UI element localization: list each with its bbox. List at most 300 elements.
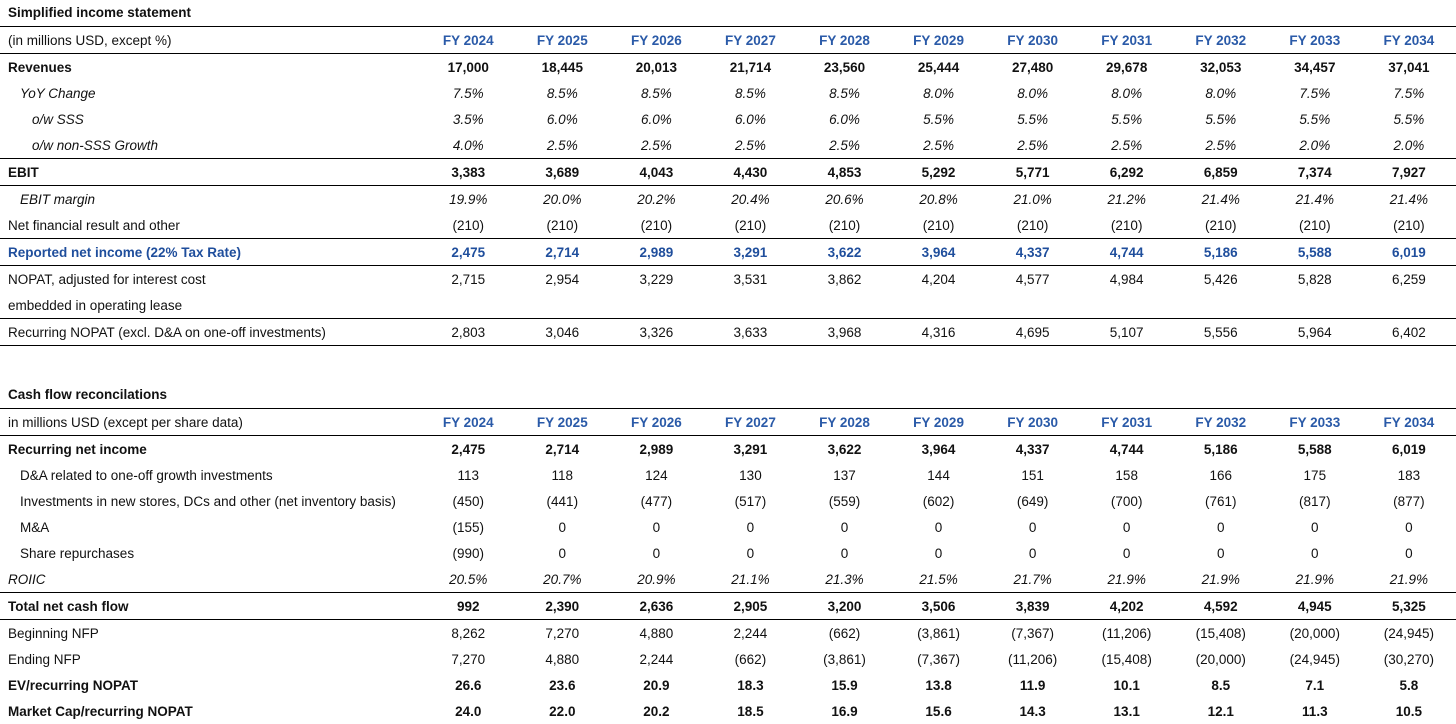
table-cell: (210) <box>1110 217 1143 233</box>
table-cell: 3,229 <box>639 271 674 287</box>
table-cell: 3,291 <box>703 239 797 266</box>
table-cell: 7.1 <box>1305 677 1325 693</box>
table-cell: (210) <box>640 217 673 233</box>
row-label: NOPAT, adjusted for interest cost <box>8 271 206 287</box>
table-cell: (24,945) <box>1289 651 1340 667</box>
table-cell: 992 <box>421 593 515 620</box>
table-cell: 22.0 <box>549 703 576 719</box>
table-cell: 5,771 <box>986 159 1080 186</box>
table-cell: 0 <box>652 519 661 535</box>
table-cell: (477) <box>640 493 673 509</box>
row-label: Net financial result and other <box>8 217 180 233</box>
table-cell: 6.0% <box>829 111 860 127</box>
row-label: Ending NFP <box>8 651 81 667</box>
row-label: Share repurchases <box>20 545 135 561</box>
table-cell: 8.5% <box>546 85 578 101</box>
table-cell: (7,367) <box>917 651 960 667</box>
table-cell: 8.0% <box>1111 85 1143 101</box>
table-cell: (990) <box>452 545 484 561</box>
table-cell: 4,204 <box>921 271 956 287</box>
table-cell: 7.5% <box>1393 85 1425 101</box>
table-cell: 4,592 <box>1174 593 1268 620</box>
table-cell: (3,861) <box>917 625 960 641</box>
table-cell: (155) <box>452 519 484 535</box>
table-cell <box>1080 292 1174 319</box>
table-cell: 6,019 <box>1362 239 1456 266</box>
table-cell: 5,556 <box>1174 319 1268 346</box>
table-cell: 7,374 <box>1268 159 1362 186</box>
table-cell: 20.8% <box>919 191 958 207</box>
table-cell: 2,954 <box>545 271 580 287</box>
row-label: Recurring NOPAT (excl. D&A on one-off investments) <box>0 319 421 346</box>
year-header: FY 2031 <box>1080 27 1174 54</box>
table-cell: (517) <box>734 493 767 509</box>
table-cell: 4,984 <box>1109 271 1144 287</box>
table-cell: 3,964 <box>892 239 986 266</box>
table-cell <box>515 292 609 319</box>
row-label: D&A related to one-off growth investments <box>20 467 273 483</box>
table-cell: 4,695 <box>986 319 1080 346</box>
table-cell: 21.1% <box>731 571 770 587</box>
row-label: Recurring net income <box>8 441 147 457</box>
table-row <box>0 106 1456 132</box>
table-cell: 5.5% <box>1111 111 1143 127</box>
year-header: FY 2033 <box>1268 409 1362 436</box>
table-cell: (11,206) <box>1102 625 1152 641</box>
table-cell: 2,905 <box>703 593 797 620</box>
table-cell: 113 <box>457 467 480 483</box>
table-cell: 3.5% <box>452 111 484 127</box>
year-header: FY 2032 <box>1174 27 1268 54</box>
table-cell: 5,107 <box>1080 319 1174 346</box>
table-cell: 27,480 <box>1011 59 1054 75</box>
table-cell: 2,244 <box>733 625 768 641</box>
table-cell: 13.8 <box>925 677 952 693</box>
table-cell: 0 <box>1028 545 1037 561</box>
row-label: Total net cash flow <box>0 593 421 620</box>
table-cell: (210) <box>1299 217 1331 233</box>
table-row <box>0 698 1456 724</box>
table-cell: 0 <box>1405 519 1413 535</box>
table-cell: 158 <box>1115 467 1138 483</box>
table-cell: 3,839 <box>986 593 1080 620</box>
table-cell: 20.9 <box>643 677 670 693</box>
table-cell: (210) <box>452 217 484 233</box>
year-header: FY 2032 <box>1174 409 1268 436</box>
table-cell: 23,560 <box>823 59 866 75</box>
table-cell: (559) <box>828 493 861 509</box>
table-cell: 34,457 <box>1294 59 1336 75</box>
table-cell: 6,859 <box>1174 159 1268 186</box>
year-header: FY 2031 <box>1080 409 1174 436</box>
table-row <box>0 488 1456 514</box>
table-cell: 21.4% <box>1201 191 1240 207</box>
table-cell <box>892 292 986 319</box>
table-cell: 21.7% <box>1013 571 1052 587</box>
table-cell: 3,862 <box>827 271 862 287</box>
table-cell: 8,262 <box>451 625 486 641</box>
table-cell: 4,430 <box>703 159 797 186</box>
table-cell: 0 <box>1216 545 1225 561</box>
table-cell: 8.0% <box>1017 85 1049 101</box>
table-cell: 20,013 <box>635 59 678 75</box>
table-cell: 29,678 <box>1106 59 1148 75</box>
table-cell: (210) <box>1204 217 1237 233</box>
table-cell: 5,426 <box>1203 271 1238 287</box>
table-cell <box>1362 292 1456 319</box>
table-cell: 2,244 <box>639 651 674 667</box>
table-cell: 4,853 <box>797 159 891 186</box>
table-cell: 3,968 <box>797 319 891 346</box>
table-cell: 20.2% <box>637 191 676 207</box>
table-cell: 2.5% <box>1017 137 1049 153</box>
table-cell: 11.3 <box>1302 703 1328 719</box>
table-cell: 5,292 <box>892 159 986 186</box>
table-cell: 5,828 <box>1297 271 1332 287</box>
table-cell: (24,945) <box>1383 625 1435 641</box>
table-cell: 8.5% <box>735 85 766 101</box>
table-cell: (15,408) <box>1101 651 1152 667</box>
table-cell <box>703 292 797 319</box>
table-cell: (15,408) <box>1195 625 1246 641</box>
table-cell: 5.5% <box>1017 111 1049 127</box>
row-label: Investments in new stores, DCs and other (net inventory basis) <box>20 493 396 509</box>
table-cell: 6,019 <box>1392 441 1426 457</box>
table-cell: 2,989 <box>609 239 703 266</box>
table-cell: 21.9% <box>1201 571 1240 587</box>
table-cell: 5,186 <box>1174 239 1268 266</box>
table-cell: 0 <box>840 545 849 561</box>
table-cell: 4,744 <box>1109 441 1144 457</box>
table-cell: 8.0% <box>1205 85 1237 101</box>
table-cell: 0 <box>746 519 755 535</box>
table-cell: 21.9% <box>1295 571 1334 587</box>
table-cell: (700) <box>1110 493 1143 509</box>
table-cell: 37,041 <box>1388 59 1430 75</box>
table-cell: 3,531 <box>733 271 768 287</box>
table-cell: 6,402 <box>1362 319 1456 346</box>
row-label: EBIT <box>0 159 421 186</box>
table-row <box>0 80 1456 106</box>
table-cell: 2,475 <box>451 441 486 457</box>
table-cell: 6,292 <box>1080 159 1174 186</box>
table-cell: 2,390 <box>515 593 609 620</box>
year-header: FY 2024 <box>421 27 515 54</box>
table-cell: 25,444 <box>917 59 960 75</box>
table-cell: 24.0 <box>455 703 482 719</box>
table-cell: 3,383 <box>421 159 515 186</box>
cashflow-header-row <box>0 409 1456 436</box>
table-cell: (761) <box>1204 493 1237 509</box>
table-cell: 2,475 <box>421 239 515 266</box>
table-cell: (817) <box>1299 493 1331 509</box>
table-cell: 5,588 <box>1297 441 1332 457</box>
cashflow-table <box>0 408 1456 724</box>
table-cell: (11,206) <box>1007 651 1058 667</box>
table-cell: 4,316 <box>892 319 986 346</box>
table-cell: 4,880 <box>639 625 674 641</box>
table-cell: 4.0% <box>452 137 484 153</box>
year-header: FY 2034 <box>1362 27 1456 54</box>
table-row <box>0 212 1456 239</box>
table-cell: 2.5% <box>1205 137 1237 153</box>
table-cell: 19.9% <box>449 191 488 207</box>
table-cell <box>421 292 515 319</box>
table-cell: 2,989 <box>639 441 674 457</box>
table-cell: 11.9 <box>1019 677 1046 693</box>
table-cell: 21.4% <box>1295 191 1334 207</box>
table-row <box>0 620 1456 647</box>
table-cell: 0 <box>1122 545 1131 561</box>
table-cell <box>609 292 703 319</box>
table-cell: 0 <box>558 545 567 561</box>
table-cell: 18,445 <box>541 59 583 75</box>
row-label: Beginning NFP <box>8 625 99 641</box>
table-cell: 8.5% <box>829 85 860 101</box>
table-cell: 3,506 <box>892 593 986 620</box>
table-cell: 10.5 <box>1395 703 1423 719</box>
year-header: FY 2026 <box>609 409 703 436</box>
table-cell: 3,622 <box>827 441 862 457</box>
year-header: FY 2033 <box>1268 27 1362 54</box>
table-cell: 6.0% <box>640 111 672 127</box>
table-cell: 130 <box>739 467 762 483</box>
table-cell: (20,000) <box>1289 625 1340 641</box>
table-cell: 4,337 <box>986 239 1080 266</box>
income-statement-title: Simplified income statement <box>8 5 192 20</box>
year-header: FY 2034 <box>1362 409 1456 436</box>
table-cell: 4,202 <box>1080 593 1174 620</box>
table-cell: 4,880 <box>545 651 580 667</box>
table-cell: (210) <box>546 217 579 233</box>
table-cell: (877) <box>1393 493 1425 509</box>
table-cell: (210) <box>734 217 767 233</box>
table-cell: 4,337 <box>1015 441 1050 457</box>
table-cell: 0 <box>1311 519 1319 535</box>
table-row <box>0 566 1456 593</box>
row-label: ROIIC <box>8 571 46 587</box>
table-cell: 175 <box>1303 467 1327 483</box>
table-cell: 0 <box>1216 519 1225 535</box>
table-cell: (210) <box>1393 217 1425 233</box>
table-cell: 20.5% <box>449 571 488 587</box>
table-cell: 0 <box>934 519 943 535</box>
table-cell: (7,367) <box>1011 625 1055 641</box>
table-cell: 8.5 <box>1211 677 1231 693</box>
table-cell: 4,043 <box>609 159 703 186</box>
table-cell: 7,927 <box>1362 159 1456 186</box>
table-row <box>0 292 1456 319</box>
table-cell: 3,622 <box>797 239 891 266</box>
table-cell: 13.1 <box>1113 703 1140 719</box>
table-cell: 5,325 <box>1362 593 1456 620</box>
table-cell: (210) <box>1016 217 1049 233</box>
row-label: EV/recurring NOPAT <box>8 677 139 693</box>
table-cell: 7.5% <box>1299 85 1331 101</box>
table-cell: 15.6 <box>925 703 952 719</box>
table-cell: 5,186 <box>1203 441 1238 457</box>
table-cell: 20.9% <box>637 571 676 587</box>
table-cell: 0 <box>558 519 567 535</box>
table-cell: 2.5% <box>735 137 766 153</box>
table-cell: 166 <box>1209 467 1233 483</box>
table-cell: 2,715 <box>451 271 486 287</box>
table-row <box>0 540 1456 566</box>
table-cell: (662) <box>734 651 767 667</box>
table-cell: 21.4% <box>1389 191 1429 207</box>
table-cell: 2.0% <box>1393 137 1425 153</box>
row-label: embedded in operating lease <box>8 297 183 313</box>
table-cell: 5,964 <box>1268 319 1362 346</box>
table-cell: 18.3 <box>737 677 764 693</box>
table-cell: (20,000) <box>1195 651 1246 667</box>
table-cell: 124 <box>645 467 668 483</box>
table-row <box>0 186 1456 213</box>
table-cell: 118 <box>551 467 574 483</box>
cashflow-title: Cash flow reconcilations <box>8 387 168 402</box>
table-cell: 3,046 <box>515 319 609 346</box>
table-cell: 0 <box>746 545 755 561</box>
table-cell: 5.5% <box>923 111 954 127</box>
table-row <box>0 514 1456 540</box>
table-cell: 5.5% <box>1393 111 1425 127</box>
row-label: Reported net income (22% Tax Rate) <box>0 239 421 266</box>
table-cell: 3,200 <box>797 593 891 620</box>
table-cell: 2,803 <box>421 319 515 346</box>
table-cell: 6.0% <box>735 111 766 127</box>
table-cell: 6,259 <box>1392 271 1426 287</box>
year-header: FY 2030 <box>986 409 1080 436</box>
income-header-row <box>0 27 1456 54</box>
table-cell: 6.0% <box>546 111 578 127</box>
table-cell: (210) <box>922 217 955 233</box>
year-header: FY 2028 <box>797 27 891 54</box>
table-cell: 144 <box>927 467 950 483</box>
table-row <box>0 646 1456 672</box>
table-cell: 7.5% <box>452 85 484 101</box>
table-cell: 4,945 <box>1268 593 1362 620</box>
table-cell: 21.9% <box>1389 571 1429 587</box>
row-label: M&A <box>20 519 50 535</box>
table-cell: 7,270 <box>451 651 486 667</box>
table-row <box>0 593 1456 620</box>
cashflow-unit-label: in millions USD (except per share data) <box>0 409 421 436</box>
table-cell: 0 <box>1405 545 1413 561</box>
table-cell: 3,964 <box>921 441 956 457</box>
table-cell: 0 <box>1122 519 1131 535</box>
year-header: FY 2025 <box>515 27 609 54</box>
table-cell: (450) <box>452 493 484 509</box>
table-cell: 2.5% <box>829 137 860 153</box>
year-header: FY 2028 <box>797 409 891 436</box>
income-unit-label: (in millions USD, except %) <box>0 27 421 54</box>
table-cell: 4,744 <box>1080 239 1174 266</box>
table-cell: (662) <box>828 625 861 641</box>
table-cell: 8.5% <box>640 85 672 101</box>
table-cell: 14.3 <box>1019 703 1046 719</box>
table-cell: 5.8 <box>1399 677 1419 693</box>
table-cell: 20.0% <box>543 191 582 207</box>
table-cell: 3,689 <box>515 159 609 186</box>
table-row <box>0 319 1456 346</box>
table-row <box>0 672 1456 698</box>
table-cell: (441) <box>546 493 579 509</box>
table-cell: 0 <box>1311 545 1319 561</box>
table-cell: 2,636 <box>609 593 703 620</box>
table-cell: 3,326 <box>609 319 703 346</box>
table-cell: 2.5% <box>546 137 578 153</box>
table-cell: 17,000 <box>447 59 489 75</box>
table-cell: 137 <box>833 467 856 483</box>
table-cell: 183 <box>1397 467 1421 483</box>
table-cell: 151 <box>1021 467 1044 483</box>
table-cell: 12.1 <box>1207 703 1234 719</box>
table-cell: 21,714 <box>729 59 772 75</box>
table-cell: 23.6 <box>549 677 576 693</box>
year-header: FY 2030 <box>986 27 1080 54</box>
table-cell <box>1268 292 1362 319</box>
table-row <box>0 266 1456 293</box>
table-cell: 20.7% <box>543 571 582 587</box>
table-cell: 21.0% <box>1013 191 1052 207</box>
table-cell: 26.6 <box>455 677 482 693</box>
table-cell <box>1174 292 1268 319</box>
table-cell: 2,714 <box>515 239 609 266</box>
table-row <box>0 462 1456 488</box>
row-label: Market Cap/recurring NOPAT <box>8 703 193 719</box>
table-cell: 5.5% <box>1299 111 1331 127</box>
table-row <box>0 239 1456 266</box>
table-cell: 2.5% <box>640 137 672 153</box>
table-cell: 7,270 <box>545 625 580 641</box>
table-cell: 5,588 <box>1268 239 1362 266</box>
table-cell: 2.5% <box>923 137 954 153</box>
table-cell: 0 <box>840 519 849 535</box>
table-cell: 8.0% <box>923 85 954 101</box>
table-cell: (210) <box>828 217 861 233</box>
year-header: FY 2027 <box>703 27 797 54</box>
row-label: o/w non-SSS Growth <box>32 137 159 153</box>
table-cell: 5.5% <box>1205 111 1237 127</box>
table-cell: 2.0% <box>1299 137 1331 153</box>
row-label: o/w SSS <box>32 111 84 127</box>
year-header: FY 2029 <box>892 409 986 436</box>
table-cell: 3,633 <box>703 319 797 346</box>
table-cell <box>986 292 1080 319</box>
table-cell: 20.6% <box>825 191 864 207</box>
table-cell: 3,291 <box>733 441 768 457</box>
table-cell: 0 <box>652 545 661 561</box>
table-cell <box>797 292 891 319</box>
table-cell: 2,714 <box>545 441 580 457</box>
table-cell: 2.5% <box>1111 137 1143 153</box>
table-row <box>0 54 1456 81</box>
year-header: FY 2025 <box>515 409 609 436</box>
year-header: FY 2029 <box>892 27 986 54</box>
table-cell: 32,053 <box>1200 59 1242 75</box>
table-cell: 15.9 <box>831 677 858 693</box>
table-row <box>0 159 1456 186</box>
table-cell: 4,577 <box>1015 271 1050 287</box>
table-cell: 21.3% <box>825 571 864 587</box>
table-cell: 21.5% <box>919 571 958 587</box>
table-cell: 20.2 <box>643 703 670 719</box>
row-label: YoY Change <box>20 85 96 101</box>
table-cell: 16.9 <box>831 703 858 719</box>
table-cell: (30,270) <box>1383 651 1435 667</box>
table-cell: 21.2% <box>1107 191 1146 207</box>
table-cell: 20.4% <box>731 191 770 207</box>
